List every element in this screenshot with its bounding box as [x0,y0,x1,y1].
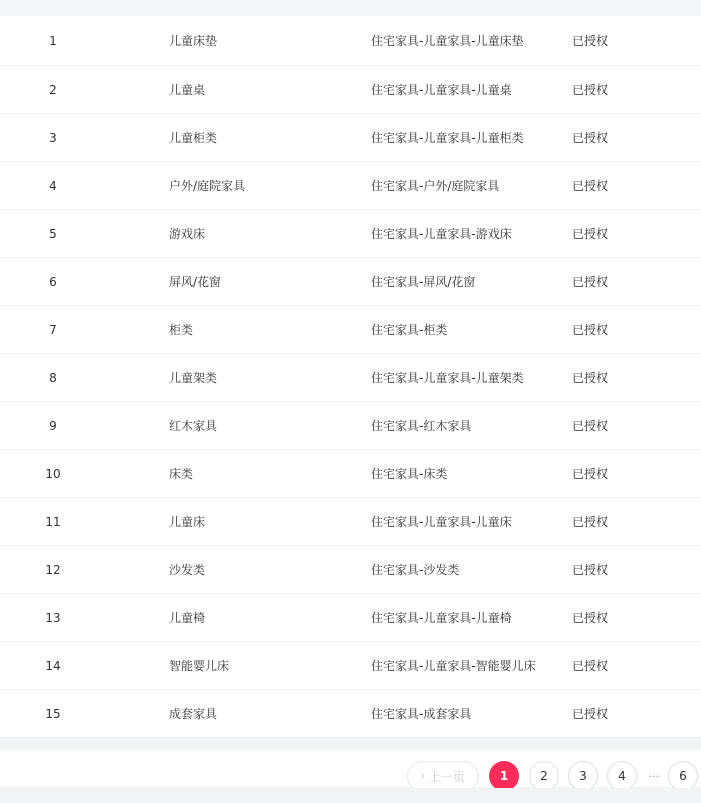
cell-status: 已授权 [572,275,609,289]
pagination-ellipsis[interactable]: ··· [648,769,660,783]
cell-index: 2 [49,82,57,97]
cell-path: 住宅家具-儿童家具-智能婴儿床 [371,659,536,673]
table-header [0,0,701,17]
cell-status: 已授权 [572,707,609,721]
cell-name: 户外/庭院家具 [169,179,246,193]
cell-index: 12 [45,562,61,577]
table-row[interactable] [0,690,701,738]
cell-name: 智能婴儿床 [169,659,230,673]
cell-name: 红木家具 [169,419,218,433]
cell-path: 住宅家具-红木家具 [371,419,472,433]
cell-path: 住宅家具-儿童家具-儿童桌 [371,83,512,97]
cell-name: 沙发类 [169,563,206,577]
cell-index: 3 [49,130,57,145]
cell-index: 11 [45,514,61,529]
cell-status: 已授权 [572,227,609,241]
cell-name: 屏风/花窗 [169,275,222,289]
cell-status: 已授权 [572,659,609,673]
cell-status: 已授权 [572,179,609,193]
footer-strip [0,788,701,803]
table-row[interactable] [0,306,701,354]
cell-index: 8 [49,370,57,385]
cell-path: 住宅家具-户外/庭院家具 [371,179,500,193]
cell-path: 住宅家具-柜类 [371,323,448,337]
cell-name: 儿童床 [169,515,206,529]
page-button-last[interactable]: 6 [668,761,698,791]
cell-name: 床类 [169,467,194,481]
cell-path: 住宅家具-儿童家具-儿童椅 [371,611,512,625]
cell-path: 住宅家具-床类 [371,467,448,481]
page-button-1[interactable]: 1 [489,761,519,791]
table-row[interactable] [0,594,701,642]
cell-status: 已授权 [572,611,609,625]
cell-status: 已授权 [572,371,609,385]
cell-index: 9 [49,418,57,433]
cell-path: 住宅家具-成套家具 [371,707,472,721]
table-row[interactable] [0,210,701,258]
page-button-3[interactable]: 3 [568,761,598,791]
cell-status: 已授权 [572,83,609,97]
cell-index: 15 [45,706,61,721]
table-body [0,16,701,738]
table-row[interactable] [0,354,701,402]
cell-index: 13 [45,610,61,625]
cell-name: 儿童架类 [169,371,218,385]
cell-status: 已授权 [572,515,609,529]
cell-status: 已授权 [572,131,609,145]
cell-status: 已授权 [572,563,609,577]
cell-status: 已授权 [572,467,609,481]
cell-index: 7 [49,322,57,337]
table-row[interactable] [0,114,701,162]
table-row[interactable] [0,402,701,450]
prev-page-label: 上一页 [428,769,465,784]
table-row[interactable] [0,450,701,498]
cell-path: 住宅家具-儿童家具-儿童柜类 [371,131,524,145]
cell-index: 1 [49,33,57,48]
cell-index: 14 [45,658,61,673]
cell-name: 儿童床垫 [169,34,218,48]
cell-name: 成套家具 [169,707,218,721]
cell-path: 住宅家具-儿童家具-儿童床 [371,515,512,529]
cell-name: 游戏床 [169,227,206,241]
table-row[interactable] [0,642,701,690]
cell-name: 儿童桌 [169,83,206,97]
table-row[interactable] [0,546,701,594]
cell-index: 6 [49,274,57,289]
cell-path: 住宅家具-儿童家具-儿童架类 [371,371,524,385]
cell-path: 住宅家具-沙发类 [371,563,460,577]
cell-status: 已授权 [572,34,609,48]
cell-path: 住宅家具-儿童家具-游戏床 [371,227,512,241]
page-button-2[interactable]: 2 [529,761,559,791]
table-row[interactable] [0,498,701,546]
table-row[interactable] [0,16,701,66]
cell-path: 住宅家具-屏风/花窗 [371,275,476,289]
cell-status: 已授权 [572,323,609,337]
cell-index: 10 [45,466,61,481]
table-row[interactable] [0,258,701,306]
cell-name: 儿童柜类 [169,131,218,145]
cell-status: 已授权 [572,419,609,433]
table-row[interactable] [0,162,701,210]
page-button-4[interactable]: 4 [607,761,637,791]
cell-index: 5 [49,226,57,241]
cell-path: 住宅家具-儿童家具-儿童床垫 [371,34,524,48]
table-row[interactable] [0,66,701,114]
cell-index: 4 [49,178,57,193]
cell-name: 柜类 [169,323,194,337]
chevron-left-icon: ‹ [420,770,425,782]
cell-name: 儿童椅 [169,611,206,625]
prev-page-button[interactable] [407,761,479,791]
